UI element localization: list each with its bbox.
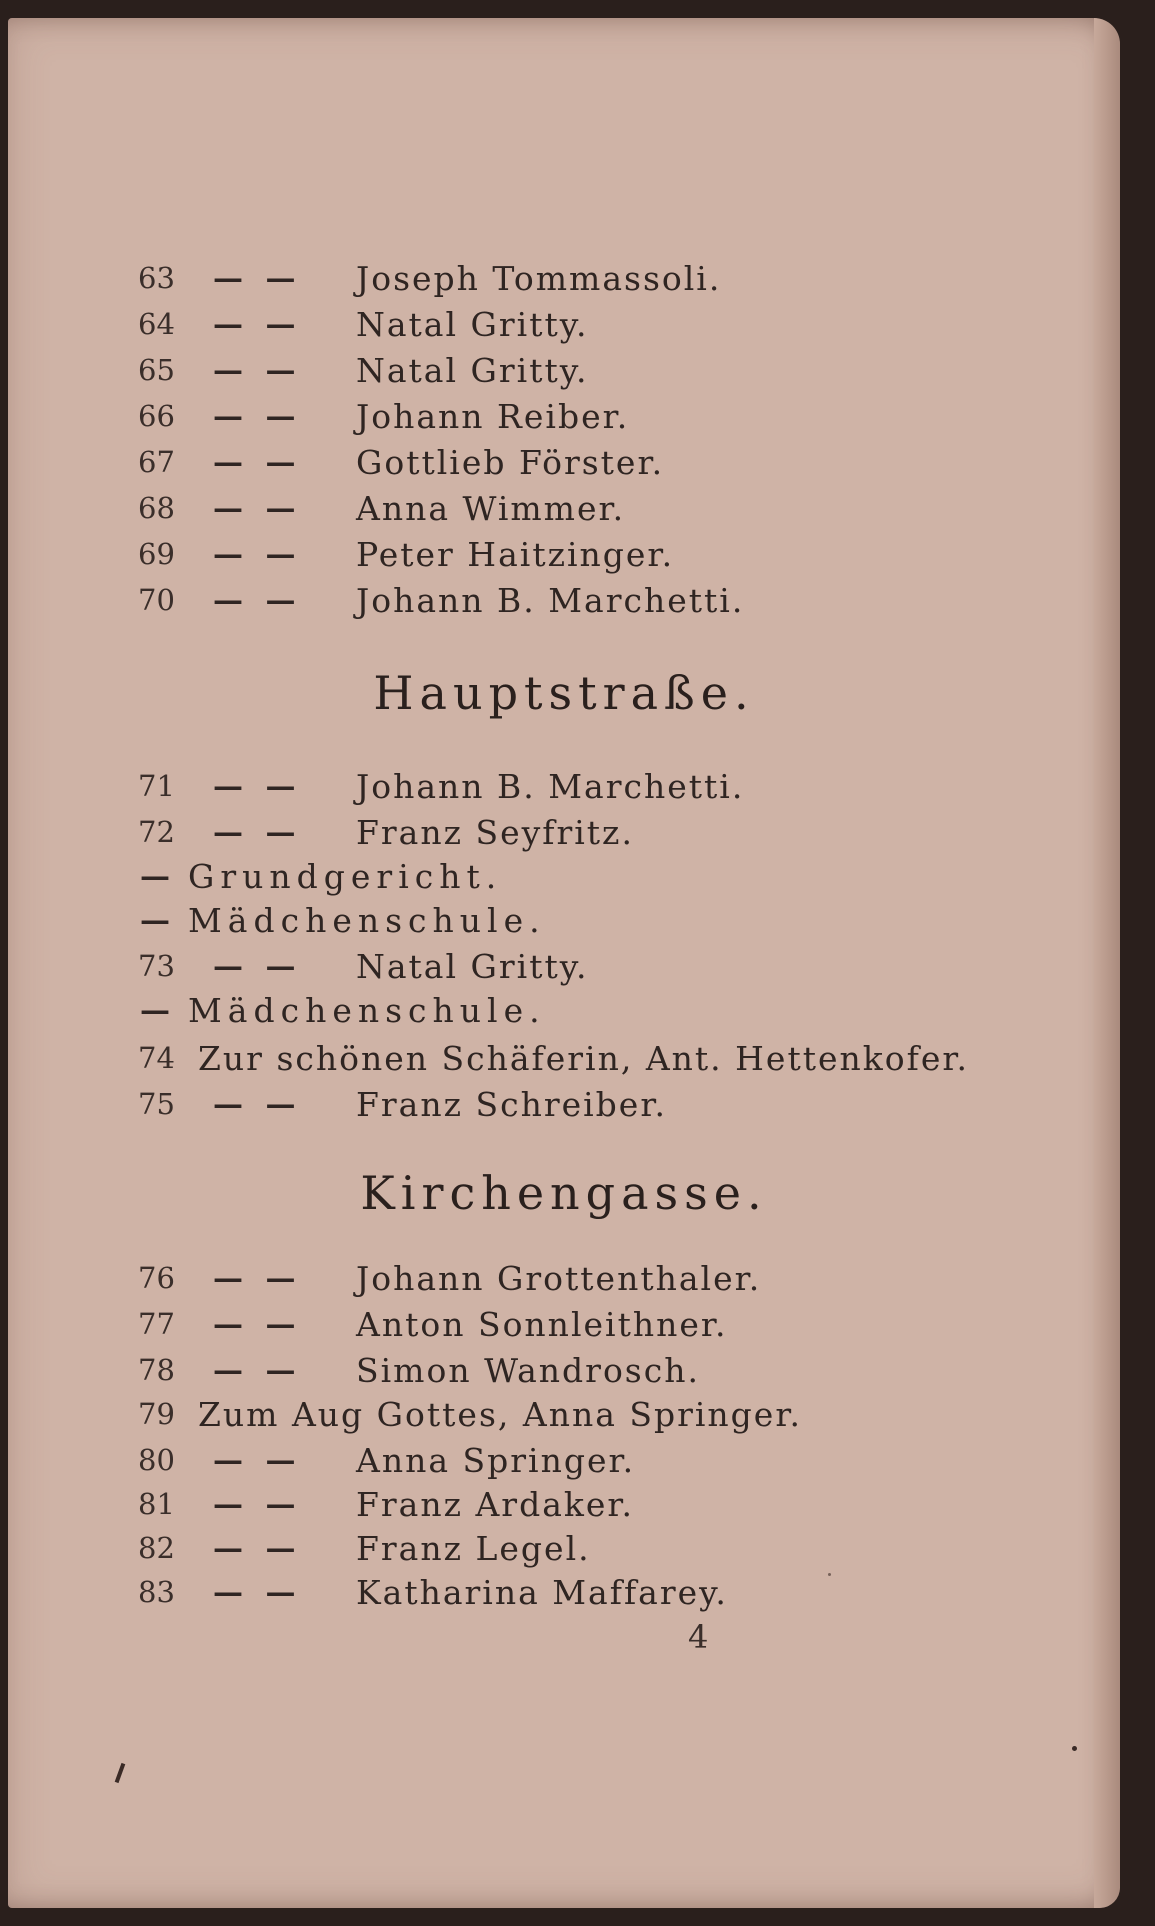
ink-speck — [828, 1573, 831, 1576]
ditto-dashes: — — — [213, 948, 302, 984]
book-page — [8, 18, 1120, 1908]
entry-text: Zum Aug Gottes, Anna Springer. — [198, 1394, 802, 1434]
ditto-dashes: — — — [213, 1574, 302, 1610]
owner-name: Anna Springer. — [356, 1440, 636, 1480]
owner-name: Joseph Tommassoli. — [356, 258, 722, 298]
owner-name: Franz Schreiber. — [356, 1084, 667, 1124]
ditto-dashes: — — — [213, 1442, 302, 1478]
house-number: 81 — [138, 1487, 175, 1521]
section-heading: Kirchengasse. — [360, 1166, 768, 1220]
owner-name: Franz Ardaker. — [356, 1484, 635, 1524]
house-number: 79 — [138, 1397, 175, 1431]
ditto-dash: — — [140, 858, 170, 894]
entry-text: Mädchenschule. — [188, 900, 546, 940]
owner-name: Natal Gritty. — [356, 304, 589, 344]
ditto-dashes: — — — [213, 398, 302, 434]
owner-name: Johann Grottenthaler. — [356, 1258, 762, 1298]
ditto-dashes: — — — [213, 536, 302, 572]
ditto-dashes: — — — [213, 814, 302, 850]
ditto-dashes: — — — [213, 1352, 302, 1388]
house-number: 71 — [138, 769, 175, 803]
ink-speck — [1072, 1746, 1077, 1751]
house-number: 70 — [138, 583, 175, 617]
page-number: 4 — [688, 1618, 709, 1656]
house-number: 66 — [138, 399, 175, 433]
owner-name: Natal Gritty. — [356, 946, 589, 986]
ditto-dashes: — — — [213, 352, 302, 388]
house-number: 78 — [138, 1353, 175, 1387]
ditto-dashes: — — — [213, 260, 302, 296]
ditto-dashes: — — — [213, 306, 302, 342]
owner-name: Natal Gritty. — [356, 350, 589, 390]
house-number: 74 — [138, 1041, 175, 1075]
house-number: 73 — [138, 949, 175, 983]
owner-name: Gottlieb Förster. — [356, 442, 665, 482]
owner-name: Johann B. Marchetti. — [356, 766, 745, 806]
owner-name: Anton Sonnleithner. — [356, 1304, 728, 1344]
house-number: 82 — [138, 1531, 175, 1565]
owner-name: Katharina Maffarey. — [356, 1572, 728, 1612]
house-number: 65 — [138, 353, 175, 387]
owner-name: Simon Wandrosch. — [356, 1350, 700, 1390]
owner-name: Franz Seyfritz. — [356, 812, 634, 852]
house-number: 67 — [138, 445, 175, 479]
entry-text: Zur schönen Schäferin, Ant. Hettenkofer. — [198, 1038, 970, 1078]
page-edge — [1094, 18, 1120, 1908]
house-number: 80 — [138, 1443, 175, 1477]
ditto-dashes: — — — [213, 768, 302, 804]
ink-speck — [115, 1763, 126, 1783]
entry-text: Grundgericht. — [188, 856, 503, 896]
house-number: 75 — [138, 1087, 175, 1121]
section-heading: Hauptstraße. — [373, 666, 755, 720]
entry-text: Mädchenschule. — [188, 990, 546, 1030]
owner-name: Johann Reiber. — [356, 396, 630, 436]
ditto-dash: — — [140, 992, 170, 1028]
house-number: 76 — [138, 1261, 175, 1295]
ditto-dash: — — [140, 902, 170, 938]
house-number: 63 — [138, 261, 175, 295]
ditto-dashes: — — — [213, 1086, 302, 1122]
ditto-dashes: — — — [213, 582, 302, 618]
ditto-dashes: — — — [213, 1486, 302, 1522]
owner-name: Franz Legel. — [356, 1528, 591, 1568]
owner-name: Johann B. Marchetti. — [356, 580, 745, 620]
ditto-dashes: — — — [213, 1530, 302, 1566]
ditto-dashes: — — — [213, 490, 302, 526]
house-number: 68 — [138, 491, 175, 525]
ditto-dashes: — — — [213, 1306, 302, 1342]
house-number: 83 — [138, 1575, 175, 1609]
ditto-dashes: — — — [213, 444, 302, 480]
owner-name: Anna Wimmer. — [356, 488, 626, 528]
house-number: 72 — [138, 815, 175, 849]
ditto-dashes: — — — [213, 1260, 302, 1296]
house-number: 64 — [138, 307, 175, 341]
house-number: 77 — [138, 1307, 175, 1341]
owner-name: Peter Haitzinger. — [356, 534, 675, 574]
house-number: 69 — [138, 537, 175, 571]
